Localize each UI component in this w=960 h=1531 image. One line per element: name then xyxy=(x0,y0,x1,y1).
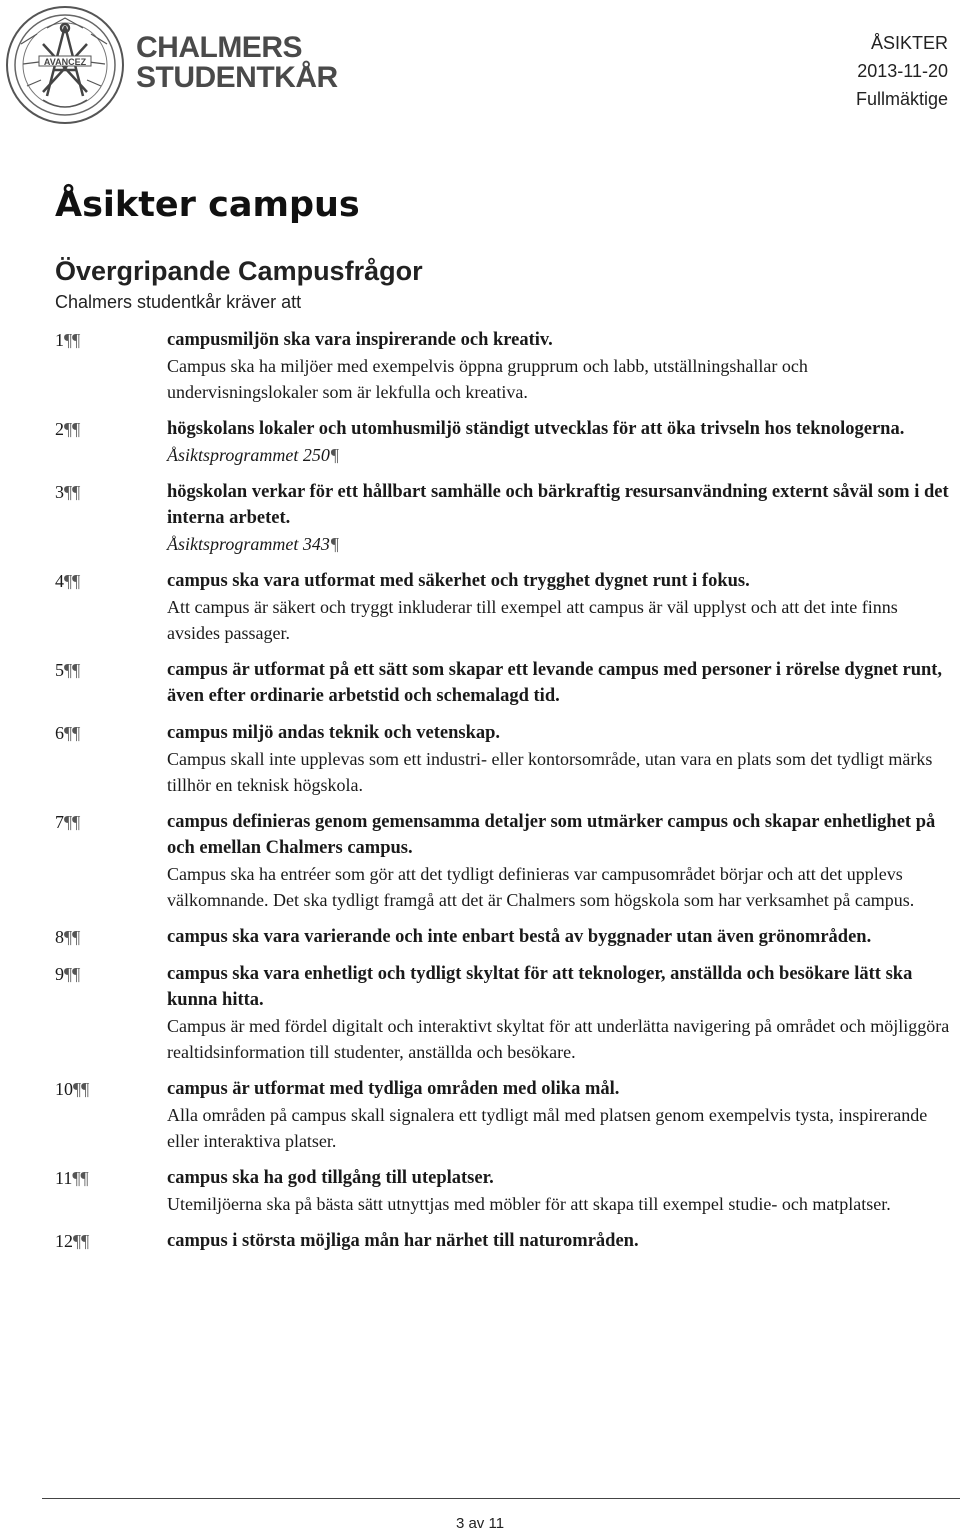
item-description: Campus ska ha miljöer med exempelvis öppna grupprum och labb, utställningshallar och undervisningslokaler som är lekfulla och kreativa. xyxy=(167,356,808,402)
item-number-text: 4 xyxy=(55,571,64,591)
item-description: Campus ska ha entréer som gör att det tydligt definieras var campusområdet börjar och att det upplevs välkomnande. Det ska tydligt framgå att det är Chalmers som högskola som har verksamhet på campus. xyxy=(167,864,915,910)
item-heading: campus ska vara varierande och inte enbart bestå av byggnader utan även grönområden. xyxy=(167,927,872,947)
item-reference-text: Åsiktsprogrammet 343 xyxy=(167,534,330,554)
item-number-text: 9 xyxy=(55,964,64,984)
pilcrow-mark: ¶ xyxy=(81,1231,90,1251)
list-item xyxy=(55,568,950,646)
item-body xyxy=(167,1228,950,1254)
pilcrow-mark: ¶ xyxy=(329,534,340,554)
pilcrow-mark: ¶ xyxy=(64,723,73,743)
list-item xyxy=(55,961,950,1065)
pilcrow-mark: ¶ xyxy=(64,812,73,832)
pilcrow-mark: ¶ xyxy=(72,660,81,680)
list-item xyxy=(55,657,950,709)
item-number-text: 12 xyxy=(55,1231,73,1251)
item-number-text: 5 xyxy=(55,660,64,680)
pilcrow-mark: ¶ xyxy=(329,445,340,465)
item-body xyxy=(167,809,950,913)
footer-divider xyxy=(42,1498,960,1499)
item-description: Campus skall inte upplevas som ett industri- eller kontorsområde, utan vara en plats som det tydligt märks tillhör en teknisk högskola. xyxy=(167,749,933,795)
pilcrow-mark: ¶ xyxy=(72,330,81,350)
item-body xyxy=(167,961,950,1065)
list-item xyxy=(55,479,950,557)
item-body xyxy=(167,1165,950,1217)
pilcrow-mark: ¶ xyxy=(72,964,81,984)
item-description: Campus är med fördel digitalt och interaktivt skyltat för att underlätta navigering på området och möjliggöra realtidsinformation till studenter, anställda och besökare. xyxy=(167,1016,950,1062)
item-body xyxy=(167,416,950,468)
item-number xyxy=(55,1076,167,1154)
item-number-text: 11 xyxy=(55,1168,73,1188)
page-number: 3 av 11 xyxy=(455,1515,505,1531)
item-number xyxy=(55,327,167,405)
list-item xyxy=(55,1076,950,1154)
page-title: Åsikter campus xyxy=(55,185,360,225)
item-body xyxy=(167,657,950,709)
item-number-text: 10 xyxy=(55,1079,73,1099)
item-number xyxy=(55,809,167,913)
item-reference xyxy=(167,531,950,557)
item-list xyxy=(55,327,950,1265)
pilcrow-mark: ¶ xyxy=(72,571,81,591)
item-heading: campus ska ha god tillgång till uteplatser. xyxy=(167,1168,494,1188)
item-number xyxy=(55,961,167,1065)
item-number-text: 1 xyxy=(55,330,64,350)
item-number xyxy=(55,1165,167,1217)
document-meta xyxy=(856,29,948,113)
item-reference xyxy=(167,442,950,468)
pilcrow-mark: ¶ xyxy=(72,812,81,832)
item-number xyxy=(55,479,167,557)
item-heading: campus miljö andas teknik och vetenskap. xyxy=(167,723,501,743)
item-number-text: 6 xyxy=(55,723,64,743)
pilcrow-mark: ¶ xyxy=(72,482,81,502)
pilcrow-mark: ¶ xyxy=(72,723,81,743)
seal-motto: AVANCEZ xyxy=(43,57,87,67)
item-heading: campus ska vara utformat med säkerhet och trygghet dygnet runt i fokus. xyxy=(167,571,750,591)
list-item xyxy=(55,924,950,950)
item-heading: campusmiljön ska vara inspirerande och kreativ. xyxy=(167,330,553,350)
list-item xyxy=(55,1228,950,1254)
item-heading: campus i största möjliga mån har närhet till naturområden. xyxy=(167,1231,639,1251)
item-number xyxy=(55,1228,167,1254)
list-item xyxy=(55,416,950,468)
item-description: Utemiljöerna ska på bästa sätt utnyttjas med möbler för att skapa till exempel studie- och matplatser. xyxy=(167,1194,891,1214)
doc-date: 2013-11-20 xyxy=(857,61,948,81)
wordmark-line-2: STUDENTKÅR xyxy=(136,61,338,94)
item-body xyxy=(167,327,950,405)
item-number-text: 3 xyxy=(55,482,64,502)
pilcrow-mark: ¶ xyxy=(73,1231,82,1251)
pilcrow-mark: ¶ xyxy=(64,482,73,502)
pilcrow-mark: ¶ xyxy=(64,419,73,439)
item-heading: campus är utformat med tydliga områden med olika mål. xyxy=(167,1079,620,1099)
pilcrow-mark: ¶ xyxy=(64,964,73,984)
list-item xyxy=(55,809,950,913)
chalmers-seal-logo xyxy=(3,4,127,126)
item-number xyxy=(55,720,167,798)
item-body xyxy=(167,1076,950,1154)
pilcrow-mark: ¶ xyxy=(72,1168,81,1188)
item-heading: campus är utformat på ett sätt som skapar ett levande campus med personer i rörelse dygnet runt, även efter ordinarie arbetstid och schemalagd tid. xyxy=(167,660,943,706)
pilcrow-mark: ¶ xyxy=(64,660,73,680)
item-number xyxy=(55,416,167,468)
pilcrow-mark: ¶ xyxy=(80,1168,89,1188)
item-body xyxy=(167,568,950,646)
item-heading: högskolan verkar för ett hållbart samhälle och bärkraftig resursanvändning externt såväl som i det interna arbetet. xyxy=(167,482,949,528)
item-body xyxy=(167,924,950,950)
section-title: Övergripande Campusfrågor xyxy=(55,256,423,286)
doc-body: Fullmäktige xyxy=(855,89,948,109)
list-item xyxy=(55,1165,950,1217)
item-number-text: 8 xyxy=(55,927,64,947)
item-number xyxy=(55,657,167,709)
pilcrow-mark: ¶ xyxy=(73,1079,82,1099)
item-number xyxy=(55,924,167,950)
pilcrow-mark: ¶ xyxy=(72,927,81,947)
item-reference-text: Åsiktsprogrammet 250 xyxy=(167,445,330,465)
item-number-text: 2 xyxy=(55,419,64,439)
pilcrow-mark: ¶ xyxy=(81,1079,90,1099)
item-number xyxy=(55,568,167,646)
item-heading: campus definieras genom gemensamma detaljer som utmärker campus och skapar enhetlighet på och emellan Chalmers campus. xyxy=(167,812,936,858)
list-item xyxy=(55,720,950,798)
pilcrow-mark: ¶ xyxy=(64,571,73,591)
pilcrow-mark: ¶ xyxy=(64,927,73,947)
item-body xyxy=(167,479,950,557)
item-body xyxy=(167,720,950,798)
item-description: Alla områden på campus skall signalera ett tydligt mål med platsen genom exempelvis tysta, inspirerande eller interaktiva platser. xyxy=(167,1105,928,1151)
doc-type: ÅSIKTER xyxy=(870,33,948,53)
list-item xyxy=(55,327,950,405)
item-description: Att campus är säkert och tryggt inkluderar till exempel att campus är väl upplyst och att det inte finns avsides passager. xyxy=(167,597,898,643)
pilcrow-mark: ¶ xyxy=(64,330,73,350)
item-heading: campus ska vara enhetligt och tydligt skyltat för att teknologer, anställda och besökare lätt ska kunna hitta. xyxy=(167,964,913,1010)
item-heading: högskolans lokaler och utomhusmiljö ständigt utvecklas för att öka trivseln hos teknologerna. xyxy=(167,419,905,439)
chalmers-studentkar-wordmark xyxy=(136,33,338,93)
item-number-text: 7 xyxy=(55,812,64,832)
section-intro: Chalmers studentkår kräver att xyxy=(55,292,302,312)
wordmark-line-1: CHALMERS xyxy=(136,31,302,64)
pilcrow-mark: ¶ xyxy=(72,419,81,439)
